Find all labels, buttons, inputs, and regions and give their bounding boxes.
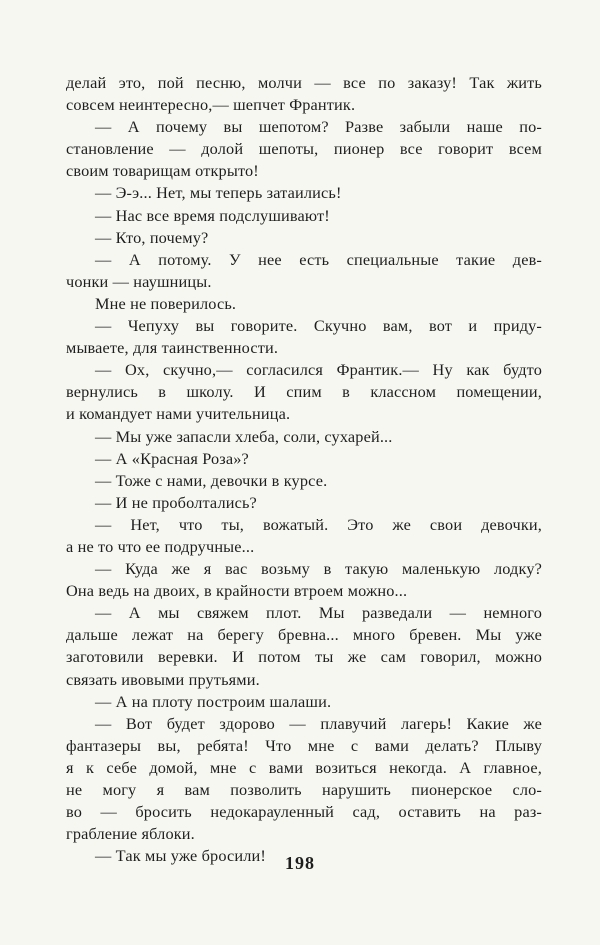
text-line: фантазеры вы, ребята! Что мне с вами делать? Плыву [66,735,542,755]
text-line: — Чепуху вы говорите. Скучно вам, вот и приду- [95,316,542,336]
text-line: вернулись в школу. И спим в классном помещении, [66,382,542,402]
text-line: — А мы свяжем плот. Мы разведали — немного [95,603,542,623]
text-line: — Так мы уже бросили! [95,846,266,866]
text-line: — А почему вы шепотом? Разве забыли наше по- [95,117,542,137]
text-line: — Ох, скучно,— согласился Франтик.— Ну как будто [95,360,542,380]
text-line: — Нас все время подслушивают! [95,205,330,225]
text-line: — Нет, что ты, вожатый. Это же свои девочки, [95,514,542,534]
text-line: — Вот будет здорово — плавучий лагерь! Какие же [95,713,542,733]
text-line: становление — долой шепоты, пионер все говорит всем [66,139,542,159]
text-line: — Тоже с нами, девочки в курсе. [95,470,328,490]
text-line: делай это, пой песню, молчи — все по заказу! Так жить [66,73,542,92]
text-line: — Мы уже запасли хлеба, соли, сухарей... [95,426,393,446]
text-line: грабление яблоки. [66,824,195,844]
text-line: Мне не поверилось. [95,293,237,313]
text-line: — Куда же я вас возьму в такую маленькую лодку? [95,559,542,579]
text-line: — Кто, почему? [95,227,209,247]
text-line: во — бросить недокарауленный сад, оставить на раз- [66,802,542,822]
text-line: а не то что ее подручные... [66,536,255,556]
text-line: — А на плоту построим шалаши. [95,691,332,711]
text-line: совсем неинтересно,— шепчет Франтик. [66,95,356,115]
text-line: своим товарищам открыто! [66,161,259,181]
page-number: 198 [285,853,315,873]
text-line: — А «Красная Роза»? [95,448,249,468]
text-line: чонки — наушницы. [66,271,212,291]
text-line: мываете, для таинственности. [66,338,279,358]
text-line: связать ивовыми прутьями. [66,669,260,689]
text-line: Она ведь на двоих, в крайности втроем можно... [66,581,408,601]
text-line: и командует нами учительница. [66,404,291,424]
text-line: — А потому. У нее есть специальные такие дев- [95,249,542,269]
text-line: не могу я вам позволить нарушить пионерское сло- [66,780,542,799]
text-line: заготовили веревки. И потом ты же сам говорил, можно [66,647,542,667]
text-line: — Э-э... Нет, мы теперь затаились! [95,183,342,203]
text-line: я к себе домой, мне с вами возиться некогда. А главное, [66,757,542,777]
text-line: дальше лежат на берегу бревна... много бревен. Мы уже [66,625,542,645]
body-text [66,72,542,867]
text-line: — И не проболтались? [95,492,257,512]
